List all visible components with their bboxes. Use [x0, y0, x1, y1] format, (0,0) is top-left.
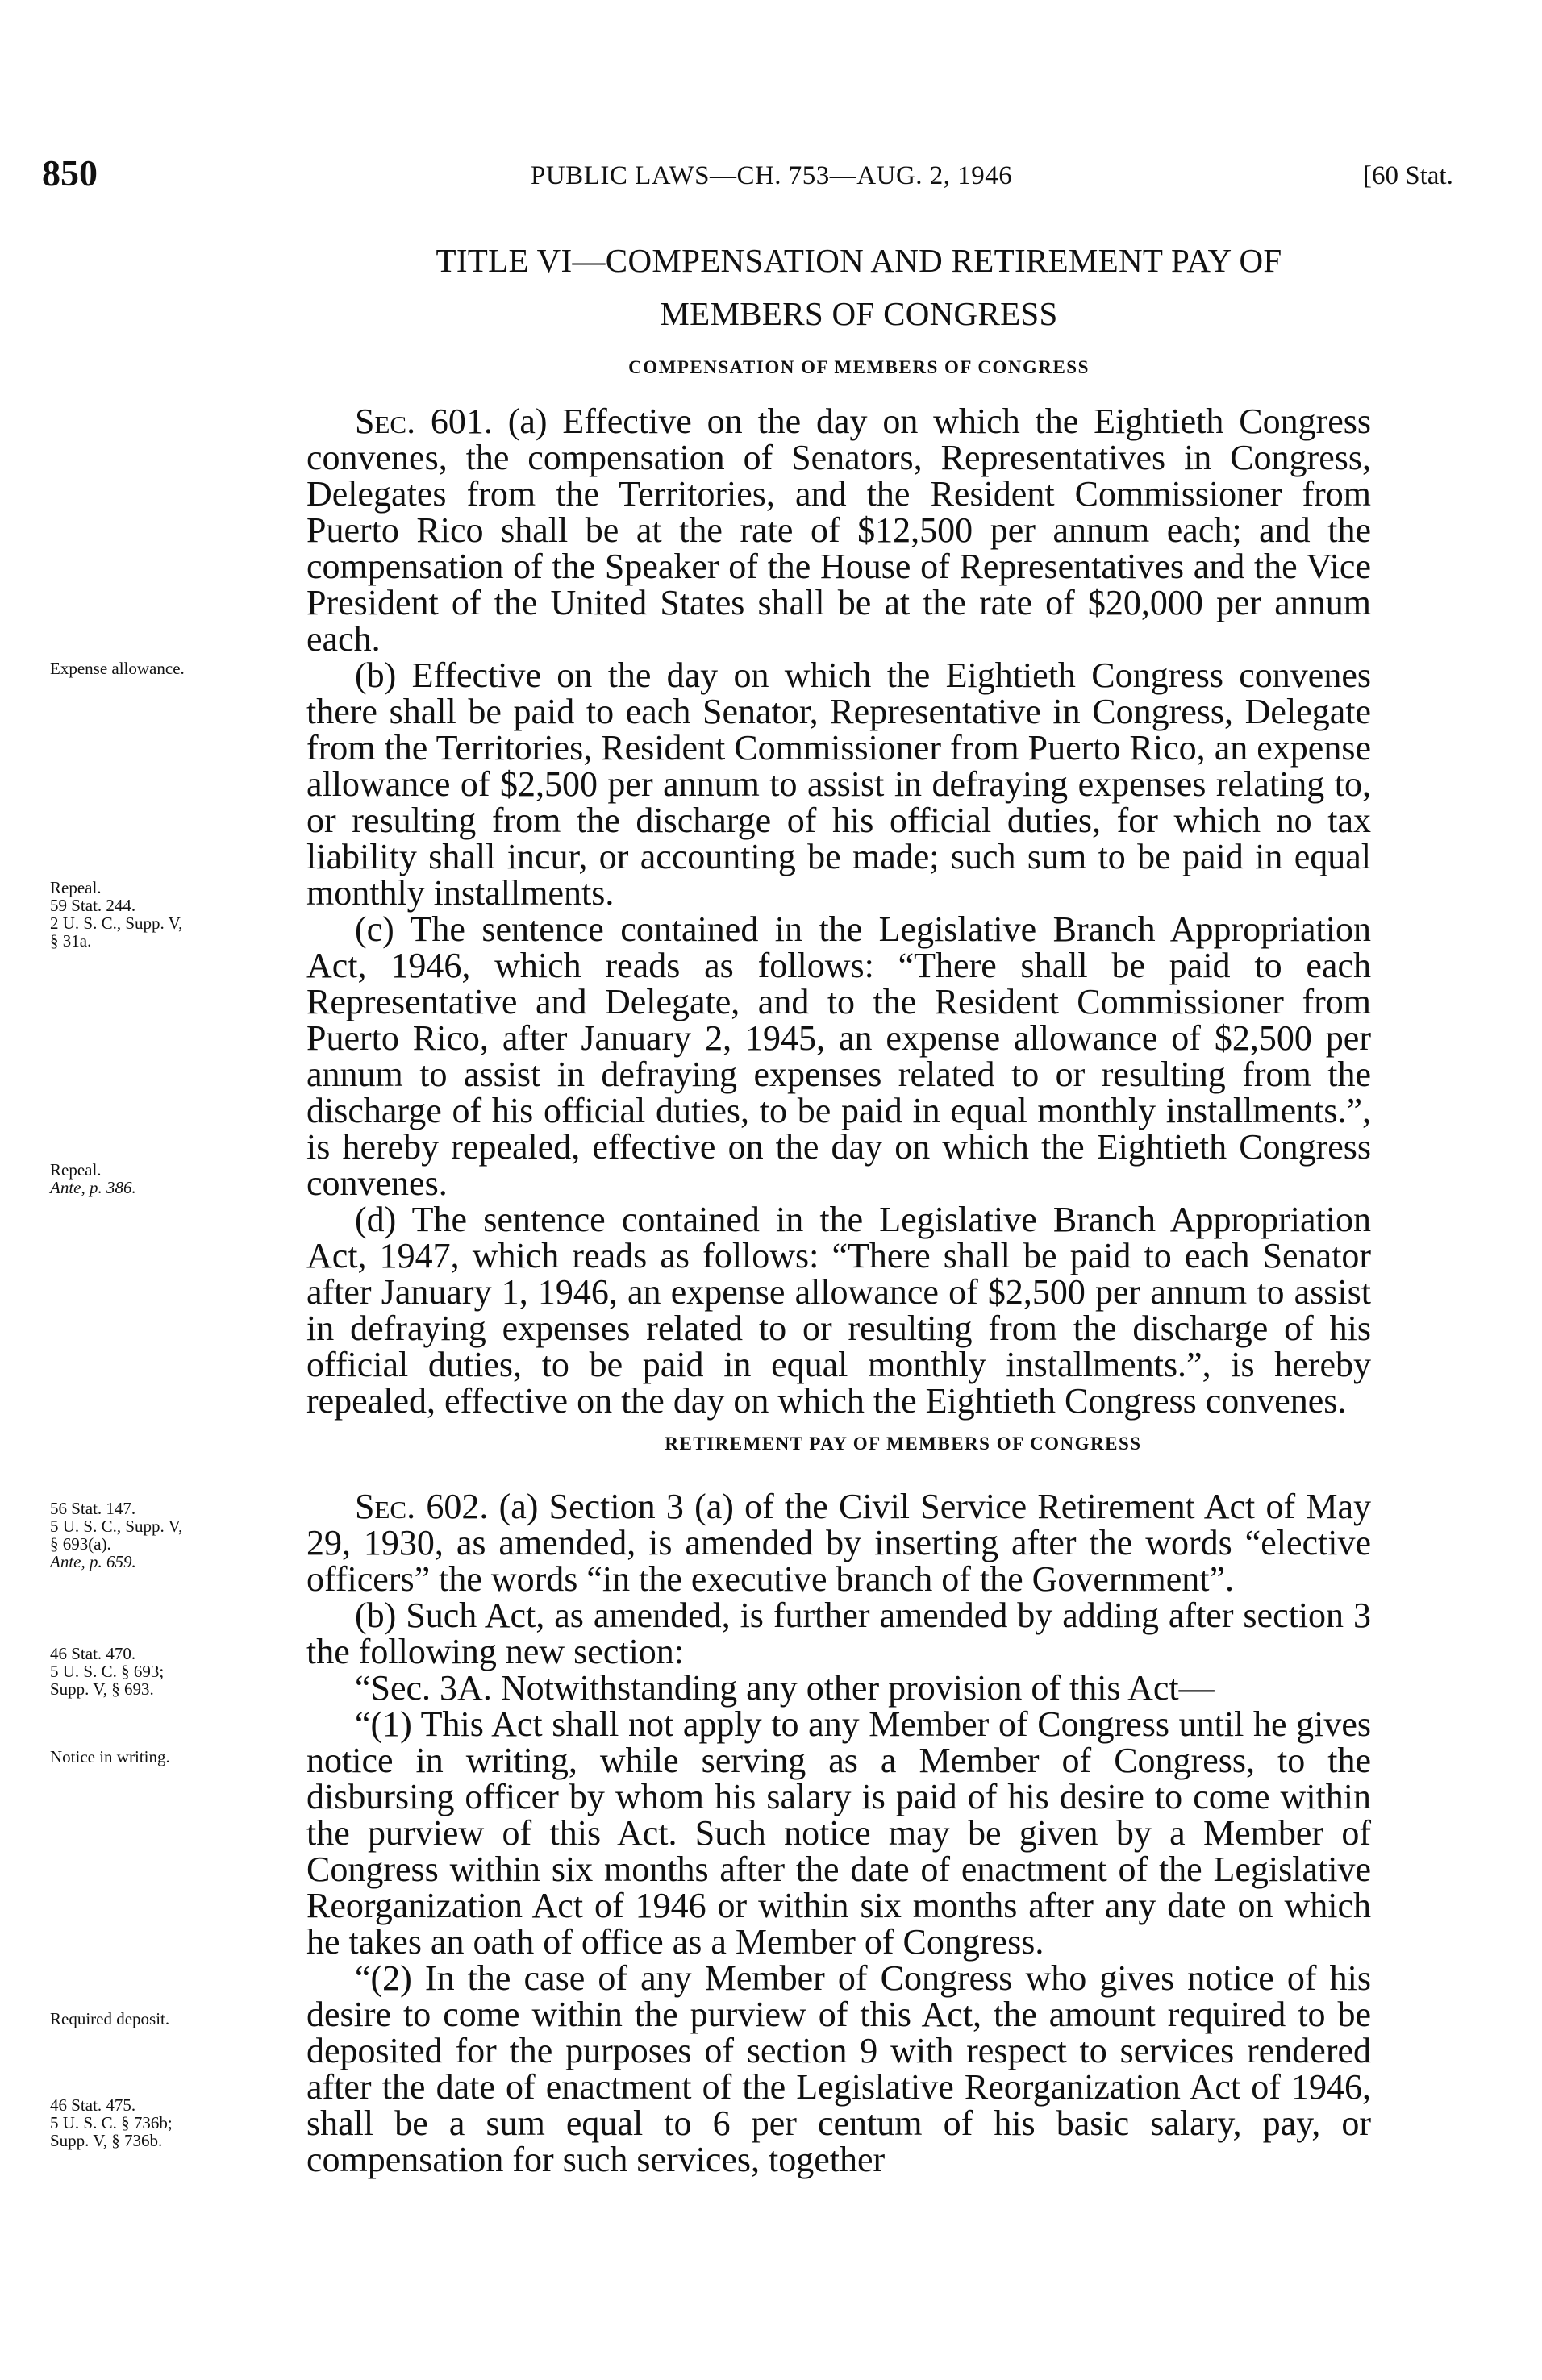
margin-note-line: Repeal.	[50, 878, 102, 897]
section-601-c: (c) The sentence contained in the Legislative Branch Appropriation Act, 1946, which reads as follows: “There shall be paid to each Representative and Delegate, and to the Resident Commissioner from Puerto Rico, after January 2, 1945, an expense allowance of $2,500 per annum to assist in defraying expenses related to or resulting from the discharge of his official duties, to be paid in equal monthly installments.”, is hereby repealed, effective on the day on which the Eightieth Congress convenes.	[306, 909, 1371, 1203]
margin-note-line: 2 U. S. C., Supp. V,	[50, 913, 183, 933]
margin-note-line: 5 U. S. C. § 693;	[50, 1662, 165, 1681]
margin-note-line: Notice in writing.	[50, 1747, 170, 1766]
retirement-heading: RETIREMENT PAY OF MEMBERS OF CONGRESS	[665, 1433, 1142, 1454]
section-602-label: Sec. 602.	[355, 1487, 489, 1526]
margin-note-line: Ante, p. 659.	[50, 1552, 136, 1571]
title-heading	[315, 234, 1403, 340]
margin-note-line: § 31a.	[50, 931, 92, 951]
margin-note-repeal-2	[50, 1161, 292, 1196]
title-line-2: MEMBERS OF CONGRESS	[660, 295, 1058, 332]
margin-note-line: § 693(a).	[50, 1534, 111, 1554]
section-3a-intro: “Sec. 3A. Notwithstanding any other provision of this Act—	[355, 1668, 1215, 1708]
section-3a-paragraph-1: “(1) This Act shall not apply to any Member of Congress until he gives notice in writing, while serving as a Member of Congress, to the disbursing officer by whom his salary is paid of his desire to come within the purview of this Act. Such notice may be given by a Member of Congress within six months after the date of enactment of the Legislative Reorganization Act of 1946 or within six months after any date on which he takes an oath of office as a Member of Congress.	[306, 1704, 1371, 1962]
margin-note-deposit	[50, 2010, 292, 2028]
statute-reference: [60 Stat.	[1363, 161, 1453, 190]
margin-note-expense	[50, 659, 292, 677]
section-602-a	[306, 1488, 1371, 1597]
margin-note-line: Supp. V, § 693.	[50, 1679, 154, 1699]
section-602-a-text: (a) Section 3 (a) of the Civil Service Retirement Act of May 29, 1930, as amended, is amended by inserting after the words “elective officers” the words “in the executive branch of the Government”.	[306, 1487, 1372, 1599]
margin-note-line: 56 Stat. 147.	[50, 1499, 136, 1518]
margin-note-602a	[50, 1500, 292, 1571]
section-601-a-text: (a) Effective on the day on which the Eightieth Congress convenes, the compensation of Senators, Representatives in Congress, Delegates from the Territories, and the Resident Commissioner from Puerto Rico shall be at the rate of $12,500 per annum each; and the compensation of the Speaker of the House of Representatives and the Vice President of the United States shall be at the rate of $20,000 per annum each.	[306, 402, 1372, 659]
margin-note-line: 46 Stat. 475.	[50, 2095, 136, 2115]
running-head: PUBLIC LAWS—CH. 753—AUG. 2, 1946	[531, 161, 1013, 190]
compensation-heading: COMPENSATION OF MEMBERS OF CONGRESS	[628, 357, 1090, 377]
section-3a-paragraph-2: “(2) In the case of any Member of Congress who gives notice of his desire to come within the purview of this Act, the amount required to be deposited for the purposes of section 9 with respect to services rendered after the date of enactment of the Legislative Reorganization Act of 1946, shall be a sum equal to 6 per centum of his basic salary, pay, or compensation for such services, together	[306, 1958, 1371, 2179]
section-601-d: (d) The sentence contained in the Legislative Branch Appropriation Act, 1947, which reads as follows: “There shall be paid to each Senator after January 1, 1946, an expense allowance of $2,500 per annum to assist in defraying expenses related to or resulting from the discharge of his official duties, to be paid in equal monthly installments.”, is hereby repealed, effective on the day on which the Eightieth Congress convenes.	[306, 1200, 1371, 1421]
section-601	[306, 403, 1371, 1419]
margin-note-line: 5 U. S. C., Supp. V,	[50, 1517, 183, 1536]
margin-note-line: Supp. V, § 736b.	[50, 2131, 163, 2150]
section-601-b: (b) Effective on the day on which the Eightieth Congress convenes there shall be paid to each Senator, Representative in Congress, Delegate from the Territories, Resident Commissioner from Puerto Rico, an expense allowance of $2,500 per annum to assist in defraying expenses relating to, or resulting from the discharge of his official duties, for which no tax liability shall incur, or accounting be made; such sum to be paid in equal monthly installments.	[306, 655, 1371, 913]
margin-note-line: Expense allowance.	[50, 659, 185, 678]
section-601-a	[306, 403, 1371, 657]
section-601-label: Sec. 601.	[355, 402, 493, 441]
page-header	[0, 152, 1542, 200]
margin-note-line: Required deposit.	[50, 2009, 170, 2028]
margin-note-line: 5 U. S. C. § 736b;	[50, 2113, 173, 2132]
margin-note-notice	[50, 1748, 292, 1766]
section-602-b: (b) Such Act, as amended, is further amended by adding after section 3 the following new section:	[306, 1596, 1371, 1671]
margin-note-deposit-ref	[50, 2096, 292, 2149]
page-number: 850	[42, 152, 98, 193]
margin-note-line: 59 Stat. 244.	[50, 896, 136, 915]
margin-note-602b	[50, 1645, 292, 1698]
section-602	[306, 1488, 1371, 2178]
margin-note-line: 46 Stat. 470.	[50, 1644, 136, 1663]
title-line-1: TITLE VI—COMPENSATION AND RETIREMENT PAY OF	[436, 242, 1282, 279]
margin-note-line: Ante, p. 386.	[50, 1178, 136, 1197]
margin-note-line: Repeal.	[50, 1160, 102, 1180]
margin-note-repeal-1	[50, 879, 292, 950]
